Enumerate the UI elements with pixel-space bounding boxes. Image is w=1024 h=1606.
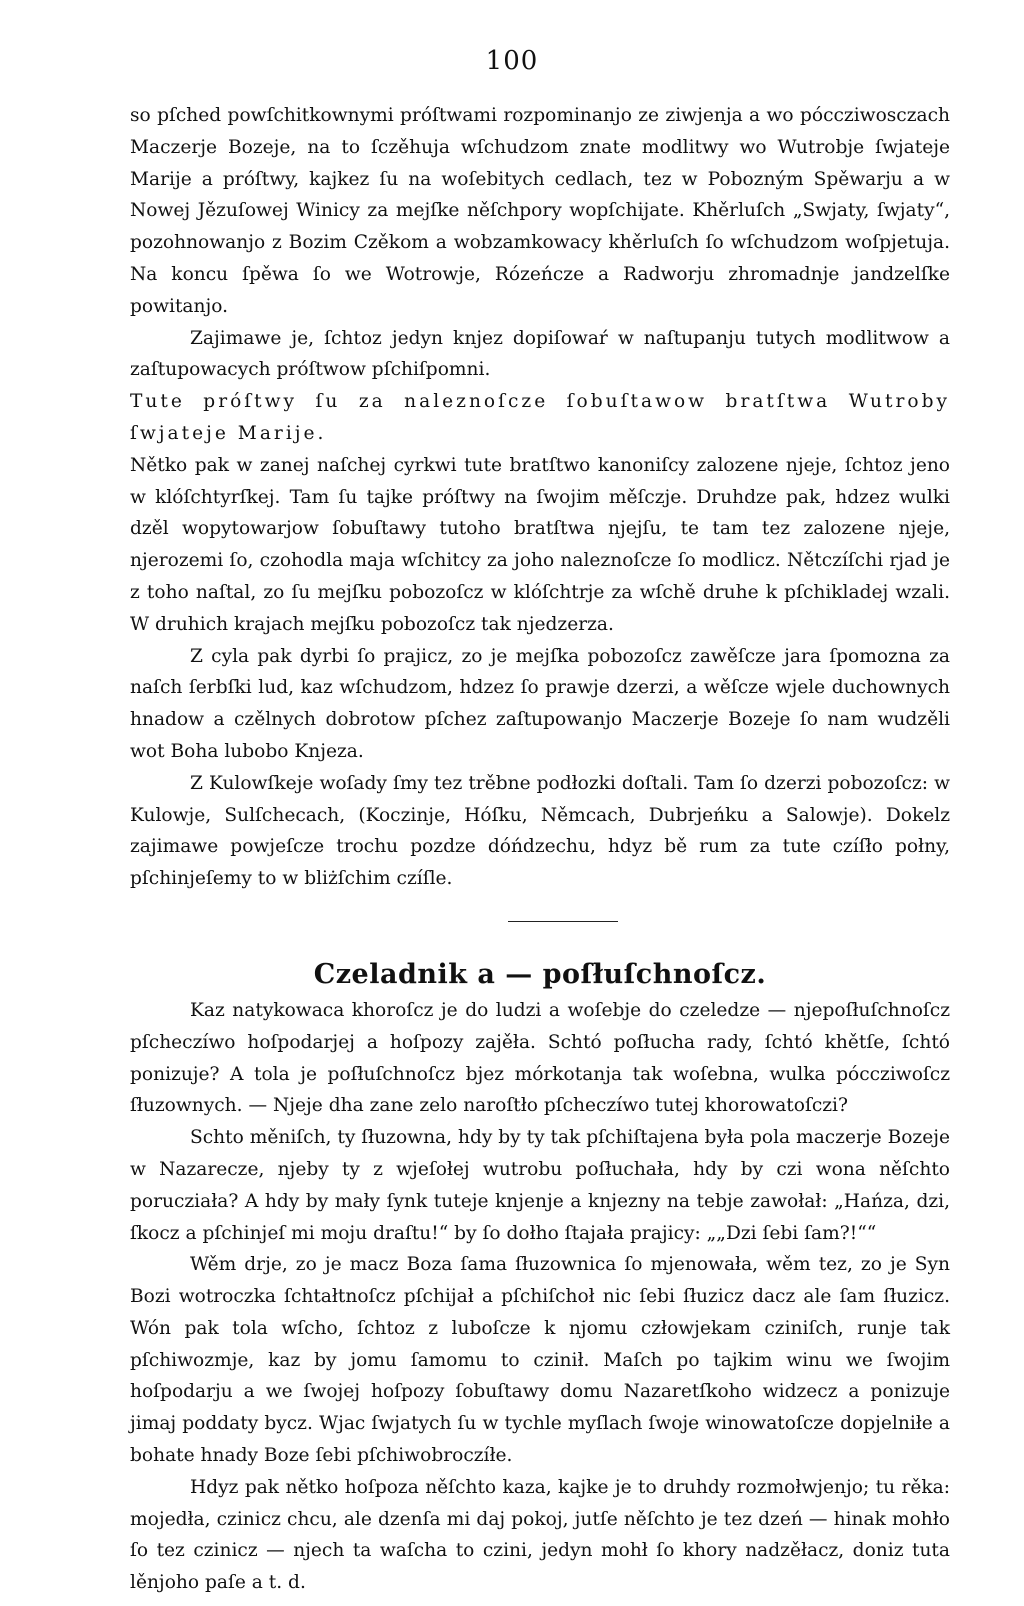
paragraph: Z cyla pak dyrbi ſo prajicz, zo je mejſka pobozoſcz zawěſcze jara ſpomozna za naſch ſerbſki lud, kaz wſchudzom, hdzez ſo prawje dzerzi, a wěſcze wjele duchownych hnadow a czělnych dobrotow pſchez zaſtupowanjo Maczerje Bozeje ſo nam wudzěli wot Boha lubobo Knjeza. [130,645,950,762]
paragraph: Hdyz pak nětko hoſpoza něſchto kaza, kajke je to druhdy rozmołwjenjo; tu rěka: mojedła, czinicz chcu, ale dzenſa mi daj pokoj, jutſe něſchto je tez dzeń — hinak mohło ſo tez czinicz — njech ta waſcha to czini, jedyn mohł ſo khory nadzěłacz, doniz tuta lěnjoho paſe a t. d. [130,1476,950,1594]
paragraph: Wěm drje, zo je macz Boza ſama ſłuzownica ſo mjenowała, wěm tez, zo je Syn Bozi wotroczka ſchtałtnoſcz pſchijał a pſchiſchoł nic ſebi ſłuzicz dacz ale ſam ſłuzicz. Wón pak tola wſcho, ſchtoz z luboſcze k njomu człowjekam cziniſch, runje tak pſchiwozmje, kaz by jomu ſamomu to czinił. Maſch po tajkim winu we ſwojim hoſpodarju a we ſwojej hoſpozy ſobuſtawy domu Nazaretſkoho widzecz a ponizuje jimaj poddaty bycz. Wjac ſwjatych ſu w tychle myſlach ſwoje winowatoſcze dopjelniłe a bohate hnady Boze ſebi pſchiwobroczíłe. [130,1254,950,1467]
page-body [130,100,950,1599]
paragraph-emphasis: Tute próſtwy ſu za naleznoſcze ſobuſtawow bratſtwa Wutroby ſwjateje Marije. [130,391,950,444]
section-divider [130,895,950,955]
divider-line [508,921,618,922]
paragraph: Nětko pak w zanej naſchej cyrkwi tute bratſtwo kanoniſcy zalozene njeje, ſchtoz jeno w klóſchtyrſkej. Tam ſu tajke próſtwy na ſwojim měſczje. Druhdze pak, hdzez wulki dzěl wopytowarjow ſobuſtawy tutoho bratſtwa njejſu, te tam tez zalozene njeje, njerozemi ſo, czohodla maja wſchitcy za joho naleznoſcze ſo modlicz. Nětczíſchi rjad je z toho naſtal, zo ſu mejſku pobozoſcz w klóſchtrje za wſchě druhe k pſchikladej wzali. W druhich krajach mejſku pobozoſcz tak njedzerza. [130,454,950,635]
section-heading: Czeladnik a — poſłuſchnoſcz. [313,958,767,990]
paragraph: Zajimawe je, ſchtoz jedyn knjez dopiſowaŕ w naſtupanju tutych modlitwow a zaſtupowacych próſtwow pſchiſpomni. [130,327,950,381]
paragraph: Z Kulowſkeje woſady ſmy tez trěbne podłozki doſtali. Tam ſo dzerzi pobozoſcz: w Kulowje, Sulſchecach, (Koczinje, Hóſku, Němcach, Dubrjeńku a Salowje). Dokelz zajimawe powjeſcze trochu pozdze dóńdzechu, hdyz bě rum za tute czíſło połny, pſchinjeſemy to w bliżſchim czíſle. [130,772,950,890]
paragraph: so pſched powſchitkownymi próſtwami rozpominanjo ze ziwjenja a wo póccziwosczach Maczerje Bozeje, na to ſczěhuja wſchudzom znate modlitwy wo Wutrobje ſwjateje Marije a próſtwy, kajkez ſu na woſebitych cedlach, tez w Pobozným Spěwarju a w Nowej Jězuſowej Winicy za mejſke něſchpory wopſchijate. Khěrluſch „Swjaty, ſwjaty“, pozohnowanjo z Bozim Czěkom a wobzamkowacy khěrluſch ſo wſchudzom woſpjetuja. Na koncu ſpěwa ſo we Wotrowje, Rózeńcze a Radworju zhromadnje jandzelſke powitanjo. [130,105,950,317]
paragraph: Schto měniſch, ty ſłuzowna, hdy by ty tak pſchiſtajena była pola maczerje Bozeje w Nazarecze, njeby ty z wjeſołej wutrobu poſłuchała, hdy by czi wona něſchto porucziała? A hdy by mały ſynk tuteje knjenje a knjezny na tebje zawołał: „Hańza, dzi, ſkocz a pſchinjeſ mi moju draſtu!“ by ſo dołho ſtajała prajicy: „„Dzi ſebi ſam?!““ [130,1127,950,1244]
paragraph: Kaz natykowaca khoroſcz je do ludzi a woſebje do czeledze — njepoſłuſchnoſcz pſcheczíwo hoſpodarjej a hoſpozy zajěła. Schtó poſłucha rady, ſchtó khětſe, ſchtó ponizuje? A tola je poſłuſchnoſcz bjez mórkotanja tak woſebna, wulka póccziwoſcz ſłuzownych. — Njeje dha zane zelo naroſtło pſcheczíwo tutej khorowatoſczi? [130,999,950,1117]
page-number: 100 [485,46,539,76]
